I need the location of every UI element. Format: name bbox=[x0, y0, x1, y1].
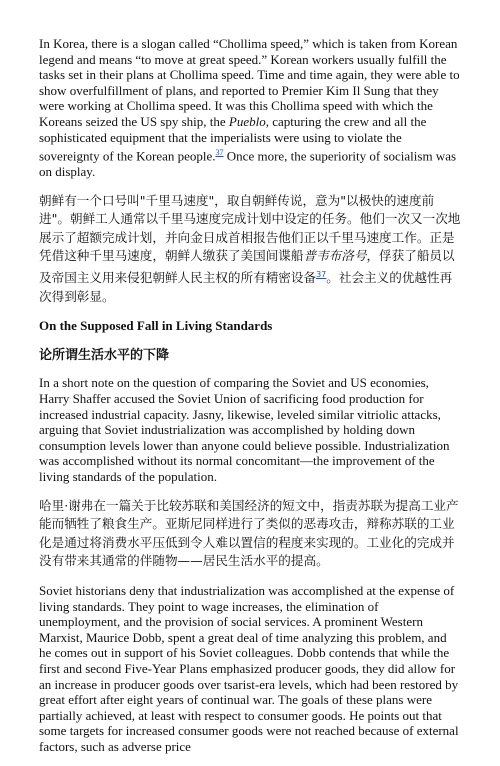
paragraph-soviet-historians-en: Soviet historians deny that industrialization was accomplished at the expense of living standards. They point to wage increases, the elimination of unemployment, and the provision of social services. A prominent Western Marxist, Maurice Dobb, spent a great deal of time analyzing this problem, and he comes out in support of his Soviet colleagues. Dobb contends that while the first and second Five-Year Plans emphasized producer goods, they did allow for an increase in producer goods over tsarist-era levels, which had been restored by great effort after eight years of continual war. The goals of these plans were partially achieved, at least with respect to consumer goods. He points out that some targets for increased consumer goods were not reached because of external factors, such as adverse price bbox=[39, 582, 459, 754]
ship-name-italic: 普韦布洛号 bbox=[303, 248, 367, 264]
section-heading-zh: 论所谓生活水平的下降 bbox=[39, 348, 170, 364]
text-segment: In Korea, there is a slogan called “Chollima speed,” which is taken from Korean legend and means “to move at great speed.” Korean workers usually fulfill the tasks set in their plans at Chollima speed. Time and time again, they were able to show overfulfillment of plans, and reported to Premier Kim Il Sung that they were working at Chollima speed. It was this Chollima speed with which the Koreans seized the US spy ship, the bbox=[39, 36, 460, 129]
text-segment: 。社会主义的优越性再次得到彰显。 bbox=[39, 270, 453, 304]
section-heading-en: On the Supposed Fall in Living Standards bbox=[39, 318, 273, 334]
text-segment: ，俘获了船员以及帝国主义用来侵犯朝鲜人民主权的所有精密设备 bbox=[39, 248, 455, 286]
text-segment: , capturing the crew and all the sophisticated equipment that the imperialists were using to violate the sovereignty of the Korean people. bbox=[39, 113, 427, 164]
text-segment: Once more, the superiority of socialism was on display. bbox=[39, 148, 457, 180]
paragraph-chollima-zh bbox=[39, 192, 462, 307]
paragraph-shaffer-zh: 哈里·谢弗在一篇关于比较苏联和美国经济的短文中，指责苏联为提高工业产能而牺牲了粮食生产。亚斯尼同样进行了类似的恶毒攻击，辩称苏联的工业化是通过将消费水平压低到令人难以置信的程度来实现的。工业化的完成并没有带来其通常的伴随物——居民生活水平的提高。 bbox=[39, 497, 459, 569]
paragraph-chollima-en bbox=[39, 36, 462, 180]
text-segment: 朝鲜有一个口号叫"千里马速度"，取自朝鲜传说，意为"以极快的速度前进"。朝鲜工人通常以千里马速度完成计划中设定的任务。他们一次又一次地展示了超额完成计划，并向金日成首相报告他们正以千里马速度工作。正是凭借这种千里马速度，朝鲜人缴获了美国间谍船 bbox=[39, 192, 461, 264]
paragraph-shaffer-en: In a short note on the question of comparing the Soviet and US economies, Harry Shaffer accused the Soviet Union of sacrificing food production for increased industrial capacity. Jasny, likewise, leveled similar vitriolic attacks, arguing that Soviet industrialization was accomplished by holding down consumption levels lower than anyone could believe possible. Industrialization was accomplished without its normal concomitant—the improvement of the living standards of the population. bbox=[39, 375, 450, 484]
ship-name-italic: Pueblo bbox=[228, 113, 266, 129]
footnote-link-37[interactable]: 37 bbox=[316, 270, 327, 280]
document-page bbox=[39, 36, 462, 766]
footnote-link-37[interactable]: 37 bbox=[215, 148, 224, 158]
